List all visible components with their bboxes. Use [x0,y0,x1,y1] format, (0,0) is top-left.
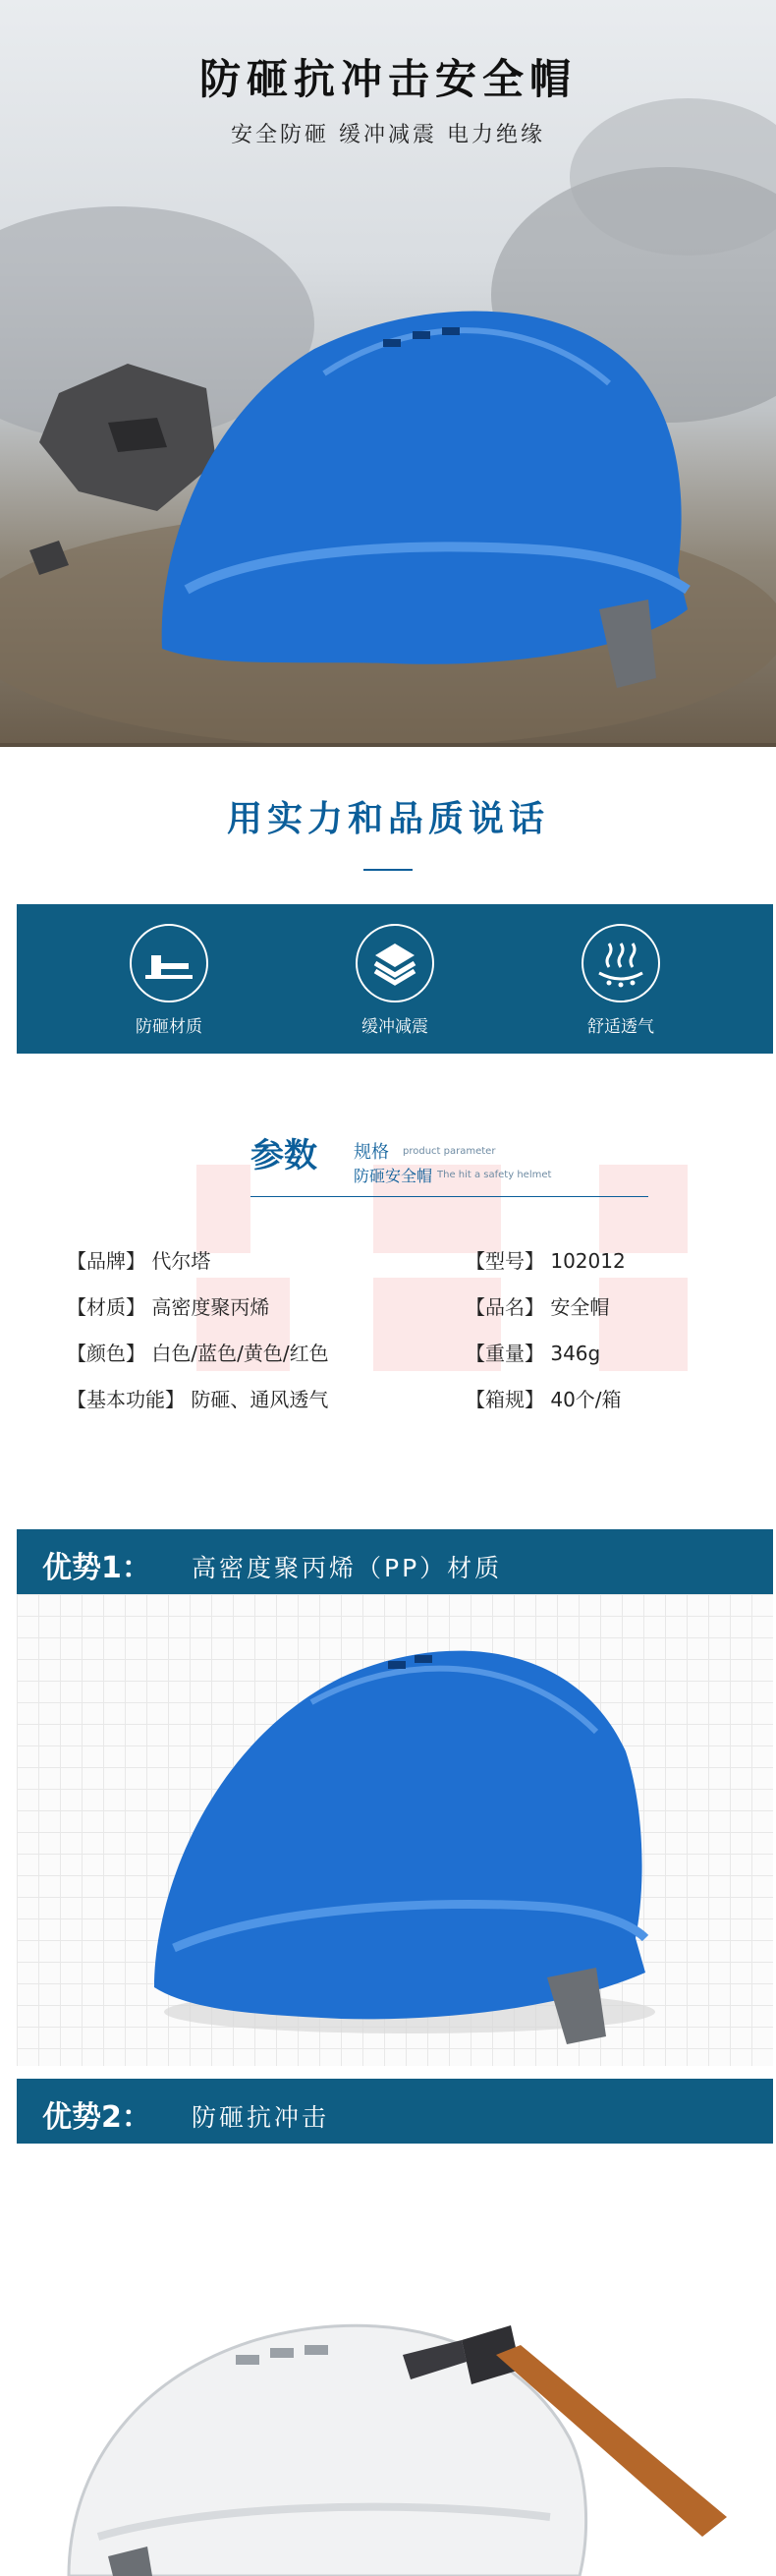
params-subtitle: 规格 [354,1142,389,1163]
params-divider [250,1196,648,1197]
hero-banner [0,0,776,747]
advantage-1-label: 优势1： [42,1551,151,1585]
advantage-1-image [17,1594,773,2066]
param-row: 【重量】 346g [466,1342,601,1365]
blue-helmet-image [17,1594,773,2066]
feature-label: 舒适透气 [587,1017,654,1037]
layers-icon [356,924,434,1002]
param-row: 【品名】 安全帽 [466,1295,610,1319]
feature-label: 缓冲减震 [361,1017,428,1037]
white-helmet-hammer-image [0,2144,776,2576]
feature-label: 防砸材质 [136,1017,202,1037]
params-subtitle-en: product parameter [403,1146,496,1157]
param-row: 【颜色】 白色/蓝色/黄色/红色 [67,1342,329,1365]
feature-item [71,904,267,1054]
param-row: 【材质】 高密度聚丙烯 [67,1295,270,1319]
advantage-1-text: 高密度聚丙烯（PP）材质 [192,1554,503,1582]
watermark-block [599,1165,688,1253]
slogan-heading: 用实力和品质说话 [226,799,549,839]
param-row: 【基本功能】 防砸、通风透气 [67,1388,329,1411]
slogan-divider [363,869,413,871]
watermark-block [196,1165,250,1253]
params-title: 参数 [250,1136,317,1175]
param-row: 【箱规】 40个/箱 [466,1388,622,1411]
watermark-block [599,1278,688,1371]
hero-illustration [0,0,776,747]
param-row: 【型号】 102012 [466,1249,626,1273]
ventilation-icon [582,924,660,1002]
advantage-2-label: 优势2： [42,2100,151,2135]
advantage-2-banner [17,2079,773,2144]
anvil-icon [130,924,208,1002]
advantage-2-text: 防砸抗冲击 [192,2103,330,2132]
hero-title: 防砸抗冲击安全帽 [198,55,577,103]
advantage-1-banner [17,1529,773,1594]
param-row: 【品牌】 代尔塔 [67,1249,211,1273]
feature-item [297,904,493,1054]
feature-item [523,904,719,1054]
hero-subtitle: 安全防砸 缓冲减震 电力绝缘 [231,123,545,147]
features-bar [17,904,773,1054]
params-product-name-en: The hit a safety helmet [437,1170,552,1180]
params-product-name: 防砸安全帽 [354,1167,433,1185]
